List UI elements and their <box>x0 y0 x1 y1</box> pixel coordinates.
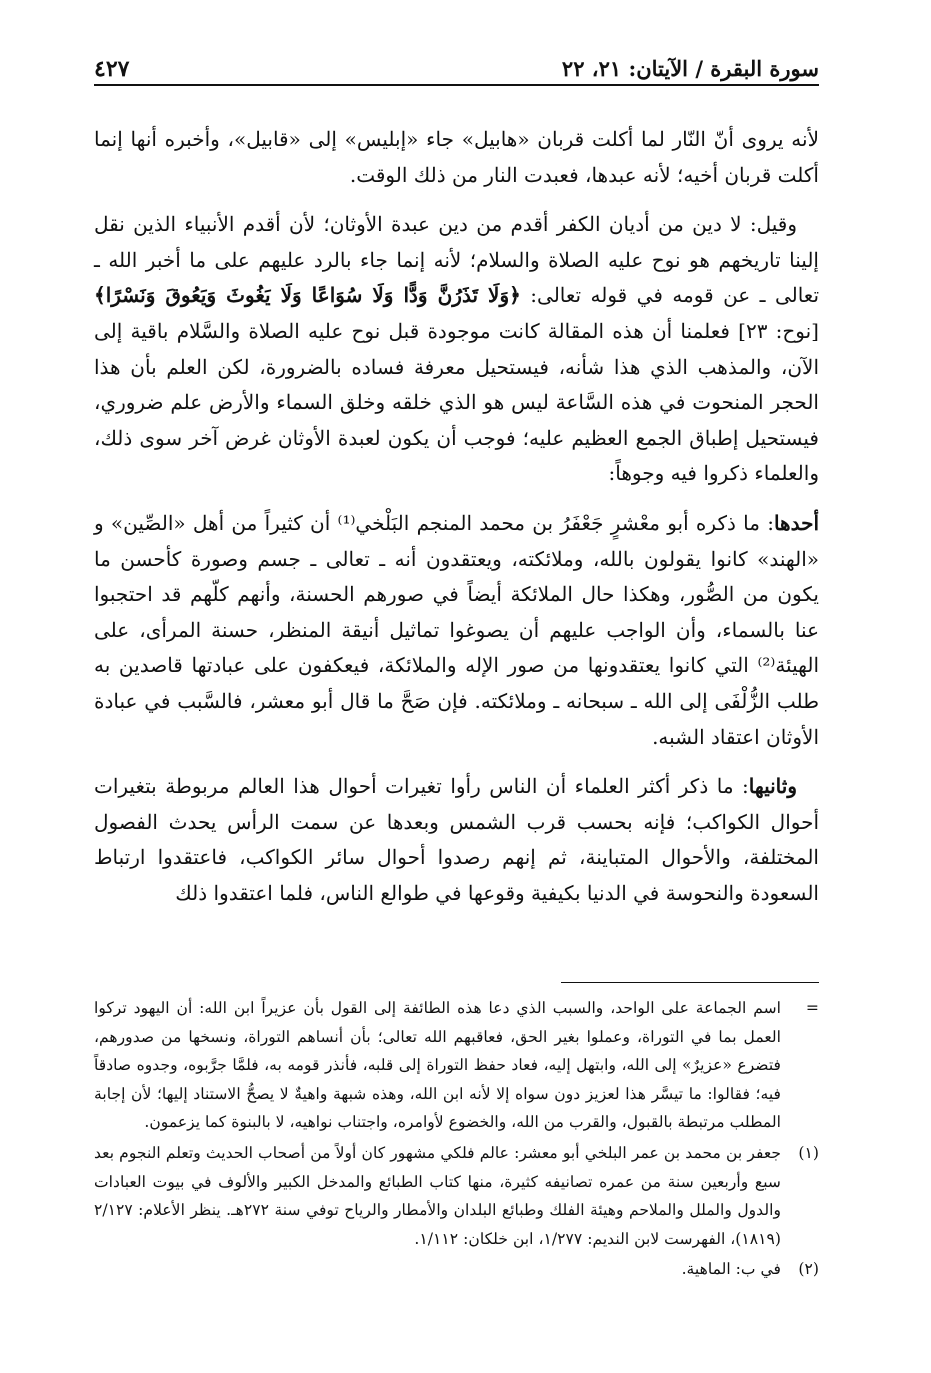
paragraph-4-text: : ما ذكر أكثر العلماء أن الناس رأوا تغيرات أحوال هذا العالم مربوطة بتغيرات أحوال الكواكب؛ فإنه بحسب قرب الشمس وبعدها عن سمت الرأس يحدث الفصول المختلفة، والأحوال المتباينة، ثم إنهم رصدوا أحوال سائر الكواكب، فاعتقدوا ارتباط السعودة والنحوسة في الدنيا بكيفية وقوعها في طوالع الناس، فلما اعتقدوا ذلك <box>94 774 820 905</box>
footnote-2 <box>94 1255 819 1284</box>
footnote-1-mark: (١) <box>798 1143 819 1162</box>
quran-verse: ﴿وَلَا تَذَرُنَّ وَدًّا وَلَا سُوَاعًا وَلَا يَغُوثَ وَيَعُوقَ وَنَسْرًا﴾ <box>94 283 521 308</box>
paragraph-4 <box>94 769 819 911</box>
page-number: ٤٢٧ <box>94 56 130 82</box>
footnote-2-mark: (٢) <box>798 1260 819 1279</box>
paragraph-3 <box>94 506 819 755</box>
footnote-1-text: جعفر بن محمد بن عمر البلخي أبو معشر: عالم فلكي مشهور كان أولاً من أصحاب الحديث وتعلم النجوم بعد سبع وأربعين سنة من عمره تصانيفه كثيرة، منها كتاب الطبائع والمدخل الكبير والألوف في بيوت العبادات والدول والملل والملاحم وهيئة الفلك وطبائع البلدان والأمطار والرياح توفي سنة ٢٧٢هـ. ينظر الأعلام: ٢/١٢٧ (١٨١٩)، الفهرست لابن النديم: ١/٢٧٧، ابن خلكان: ١/١١٢. <box>94 1143 781 1248</box>
running-header <box>94 48 819 88</box>
footnotes <box>94 994 819 1286</box>
footnote-continued-text: اسم الجماعة على الواحد، والسبب الذي دعا هذه الطائفة إلى القول بأن عزيراً ابن الله: أن اليهود تركوا العمل بما في التوراة، وعملوا بغير الحق، فعاقبهم الله تعالى؛ بأن أنساهم التوراة، ونسخها من صدورهم، فتضرع «عزيرٌ» إلى الله، وابتهل إليه، فعاد حفظ التوراة إلى قلبه، فأنذر قومه به، فلمَّا جرَّبوه، وجدوه صادقاً فيه؛ فقالوا: ما تيسَّر هذا لعزيز دون سواه إلا لأنه ابن الله، وهذه شبهة واهيةٌ لا يصحُّ الاستناد إليها؛ لأن إجابة المطلب مرتبطة بالقبول، والقرب من الله، والخضوع لأوامره، واجتناب نواهيه، لا بالبنوة كما يزعمون. <box>94 999 781 1132</box>
paragraph-1 <box>94 122 819 193</box>
paragraph-1-text: لأنه يروى أنّ النّار لما أكلت قربان «هابيل» جاء «إبليس» إلى «قابيل»، وأخبره أنها إنما أكلت قربان أخيه؛ لأنه عبدها، فعبدت النار من ذلك الوقت. <box>94 127 819 187</box>
footnote-rule <box>561 982 819 983</box>
paragraph-4-lead: وثانيها <box>748 774 797 799</box>
footnote-1 <box>94 1139 819 1253</box>
header-rule <box>94 84 819 86</box>
paragraph-2-text-b: [نوح: ٢٣] فعلمنا أن هذه المقالة كانت موجودة قبل نوح عليه الصلاة والسَّلام باقية إلى الآن، والمذهب الذي هذا شأنه، فيستحيل معرفة فساده بالضرورة، لكن العلم بأن هذا الحجر المنحوت في هذه السَّاعة ليس هو الذي خلقه وخلق السماء والأرض علم ضروري، فيستحيل إطباق الجمع العظيم عليه؛ فوجب أن يكون لعبدة الأوثان غرض آخر سوى ذلك، والعلماء ذكروا فيه وجوهاً: <box>94 318 819 486</box>
paragraph-3-text: : ما ذكره أبو معْشرٍ جَعْفَرُ بن محمد المنجم البَلْخي⁽¹⁾ أن كثيراً من أهل «الصِّين» و «الهند» كانوا يقولون بالله، وملائكته، ويعتقدون أنه ـ تعالى ـ جسم وصورة كأحسن ما يكون من الصُّور، وهكذا حال الملائكة أيضاً في صورهم الحسنة، وأنهم كلّهم قد احتجبوا عنا بالسماء، وأن الواجب عليهم أن يصوغوا تماثيل أنيقة المنظر، حسنة المرأى، على الهيئة⁽²⁾ التي كانوا يعتقدونها من صور الإله والملائكة، فيعكفون على عبادتها قاصدين به طلب الزُّلْفَى إلى الله ـ سبحانه ـ وملائكته. فإن صَحَّ ما قال أبو معشر، فالسَّبب في عبادة الأوثان اعتقاد الشبه. <box>94 510 819 749</box>
paragraph-2-text-a: وقيل: لا دين من أديان الكفر أقدم من دين عبدة الأوثان؛ لأن أقدم الأنبياء الذين نقل إلينا تاريخهم هو نوح عليه الصلاة والسلام؛ لأنه إنما جاء بالرد عليهم على ما أخبر الله ـ تعالى ـ عن قومه في قوله تعالى: <box>94 212 820 308</box>
surah-title: سورة البقرة / الآيتان: ٢١، ٢٢ <box>561 56 819 81</box>
paragraph-2 <box>94 207 819 492</box>
paragraph-3-lead: أحدها <box>773 510 819 535</box>
footnote-2-text: في ب: الماهية. <box>681 1260 781 1279</box>
footnote-continued-mark: = <box>805 999 819 1017</box>
footnote-continued <box>94 994 819 1137</box>
main-text <box>94 122 819 925</box>
